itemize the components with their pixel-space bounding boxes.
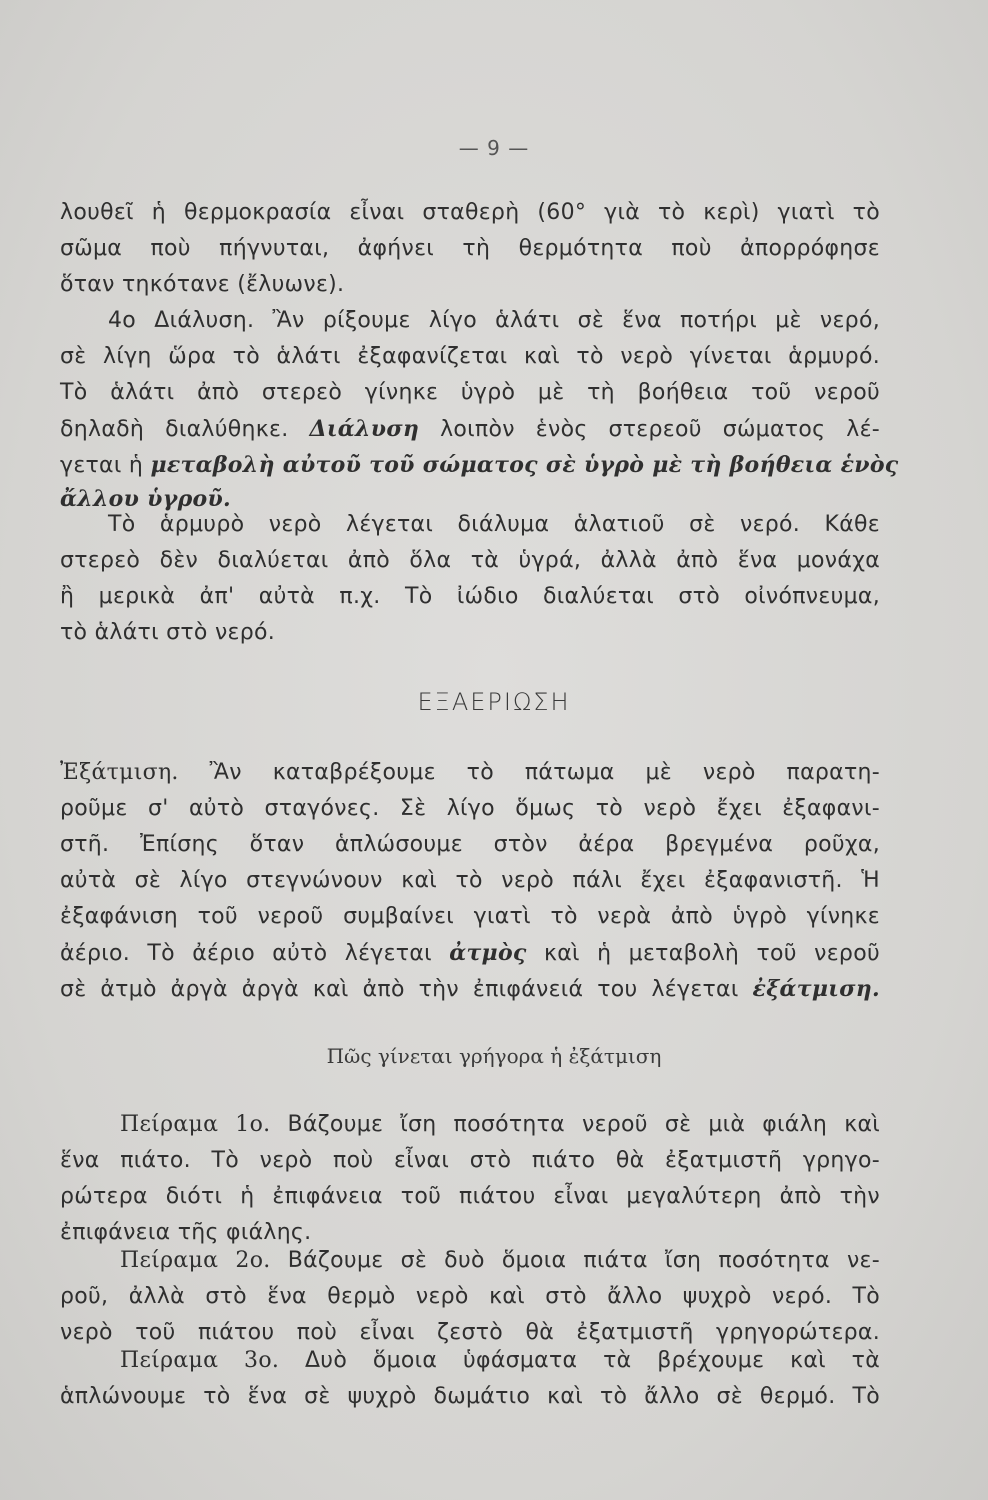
- text-run: ἀέριο. Τὸ ἀέριο αὐτὸ λέγεται: [60, 941, 450, 966]
- text-line: ἕνα πιάτο. Τὸ νερὸ ποὺ εἶναι στὸ πιάτο θὰ ἐξατμιστῆ γρηγο-: [60, 1148, 880, 1173]
- text-run: δηλαδὴ διαλύθηκε.: [60, 417, 310, 442]
- text-run: Ἂν καταβρέξουμε τὸ πάτωμα μὲ νερὸ παρατη-: [178, 760, 880, 785]
- text-line: [120, 1246, 880, 1276]
- section-heading-vaporization: ΕΞΑΕΡΙΩΣΗ: [417, 688, 571, 716]
- text-line: ἁπλώνουμε τὸ ἕνα σὲ ψυχρὸ δωμάτιο καὶ τὸ ἄλλο σὲ θερμό. Τὸ: [60, 1384, 880, 1409]
- term-steam: ἀτμὸς: [449, 940, 527, 966]
- text-line: [60, 450, 899, 480]
- section-subheading-fast-evaporation: Πῶς γίνεται γρήγορα ἡ ἐξάτμιση: [326, 1044, 662, 1068]
- text-line: [60, 758, 880, 788]
- text-line: [60, 414, 880, 444]
- text-line: 4ο Διάλυση. Ἂν ρίξουμε λίγο ἁλάτι σὲ ἕνα ποτήρι μὲ νερό,: [108, 308, 880, 333]
- text-line: ρώτερα διότι ἡ ἐπιφάνεια τοῦ πιάτου εἶναι μεγαλύτερη ἀπὸ τὴν: [60, 1184, 880, 1209]
- text-line: ἢ μερικὰ ἀπ' αὐτὰ π.χ. Τὸ ἰώδιο διαλύεται στὸ οἰνόπνευμα,: [60, 584, 880, 609]
- term-dissolution: Διάλυση: [309, 416, 420, 442]
- text-run: λοιπὸν ἑνὸς στερεοῦ σώματος λέ-: [419, 417, 881, 442]
- term-evaporation-definition: ἐξάτμιση.: [752, 976, 880, 1002]
- text-line: Τὸ ἁλάτι ἀπὸ στερεὸ γίνηκε ὑγρὸ μὲ τὴ βοήθεια τοῦ νεροῦ: [60, 380, 880, 405]
- text-line: στερεὸ δὲν διαλύεται ἀπὸ ὅλα τὰ ὑγρά, ἀλλὰ ἀπὸ ἕνα μονάχα: [60, 548, 880, 573]
- definition-emphasis: ἄλλου ὑγροῦ.: [60, 486, 231, 512]
- definition-emphasis: μεταβολὴ αὐτοῦ τοῦ σώματος σὲ ὑγρὸ μὲ τὴ βοήθεια ἑνὸς: [150, 452, 899, 478]
- page-number: — 9 —: [458, 136, 530, 160]
- text-line: [120, 1110, 880, 1140]
- text-line: ἐπιφάνεια τῆς φιάλης.: [60, 1220, 312, 1245]
- text-line: Τὸ ἁρμυρὸ νερὸ λέγεται διάλυμα ἁλατιοῦ σὲ νερό. Κάθε: [108, 512, 880, 537]
- text-line: ἐξαφάνιση τοῦ νεροῦ συμβαίνει γιατὶ τὸ νερὰ ἀπὸ ὑγρὸ γίνηκε: [60, 904, 880, 929]
- text-line: τὸ ἁλάτι στὸ νερό.: [60, 620, 276, 645]
- text-line: ὅταν τηκότανε (ἔλυωνε).: [60, 272, 345, 297]
- experiment-label: Πείραμα 2ο.: [120, 1248, 271, 1273]
- text-line: ροῦ, ἀλλὰ στὸ ἕνα θερμὸ νερὸ καὶ στὸ ἄλλο ψυχρὸ νερό. Τὸ: [60, 1284, 880, 1309]
- text-run: Βάζουμε ἴση ποσότητα νεροῦ σὲ μιὰ φιάλη καὶ: [270, 1112, 881, 1137]
- text-line: νερὸ τοῦ πιάτου ποὺ εἶναι ζεστὸ θὰ ἐξατμιστῆ γρηγορώτερα.: [60, 1320, 880, 1345]
- text-line: [60, 938, 880, 968]
- term-evaporation: Ἐξάτμιση.: [60, 760, 179, 785]
- text-run: Βάζουμε σὲ δυὸ ὅμοια πιάτα ἴση ποσότητα νε-: [270, 1248, 880, 1273]
- experiment-label: Πείραμα 3ο.: [120, 1348, 280, 1373]
- text-line: ροῦμε σ' αὐτὸ σταγόνες. Σὲ λίγο ὅμως τὸ νερὸ ἔχει ἐξαφανι-: [60, 796, 880, 821]
- text-line: αὐτὰ σὲ λίγο στεγνώνουν καὶ τὸ νερὸ πάλι ἔχει ἐξαφανιστῆ. Ἡ: [60, 868, 880, 893]
- text-run: γεται ἡ: [60, 453, 151, 478]
- text-run: σὲ ἀτμὸ ἀργὰ ἀργὰ καὶ ἀπὸ τὴν ἐπιφάνειά του λέγεται: [60, 977, 753, 1002]
- text-run: Δυὸ ὅμοια ὑφάσματα τὰ βρέχουμε καὶ τὰ: [279, 1348, 880, 1373]
- text-line: λουθεῖ ἡ θερμοκρασία εἶναι σταθερὴ (60° γιὰ τὸ κερὶ) γιατὶ τὸ: [60, 200, 880, 225]
- text-line: σὲ λίγη ὥρα τὸ ἁλάτι ἐξαφανίζεται καὶ τὸ νερὸ γίνεται ἁρμυρό.: [60, 344, 880, 369]
- text-line: σῶμα ποὺ πήγνυται, ἀφήνει τὴ θερμότητα ποὺ ἀπορρόφησε: [60, 236, 880, 261]
- text-line: [120, 1346, 880, 1376]
- text-line: [60, 974, 880, 1004]
- experiment-label: Πείραμα 1ο.: [120, 1112, 271, 1137]
- text-run: καὶ ἡ μεταβολὴ τοῦ νεροῦ: [526, 941, 880, 966]
- text-line: στῆ. Ἐπίσης ὅταν ἁπλώσουμε στὸν ἀέρα βρεγμένα ροῦχα,: [60, 832, 880, 857]
